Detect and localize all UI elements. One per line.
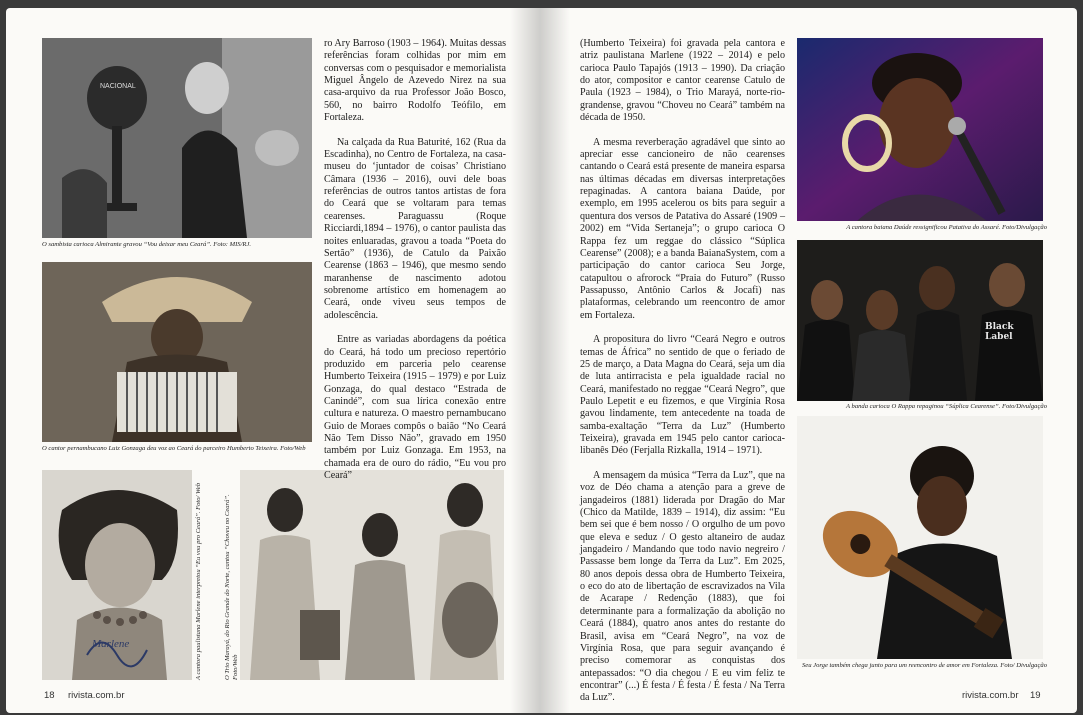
right-paragraph-1: (Humberto Teixeira) foi gravada pela cantora e atriz paulistana Marlene (1922 – 2014) e pelo carioca Paulo Tapajós (1913 – 1990). Da criação do ator, compositor e cantor cearense Catulo de Paula (1923 – 1984), o Trio Marayá, norte-rio-grandense, gravou “Choveu no Ceará” também na década de 1950. bbox=[580, 38, 785, 124]
left-page bbox=[6, 8, 540, 713]
site-name-left: rivista.com.br bbox=[68, 690, 125, 701]
photo-luiz-gonzaga bbox=[42, 262, 312, 442]
caption-o-rappa: A banda carioca O Rappa repaginou “Súplica Cearense”. Foto/Divulgação bbox=[845, 403, 1047, 410]
caption-daude: A cantora baiana Daúde ressignificou Patativa do Assaré. Foto/Divulgação bbox=[846, 224, 1047, 231]
site-name-right: rivista.com.br bbox=[962, 690, 1019, 701]
rappa-shirt-text: Black Label bbox=[985, 322, 1014, 342]
caption-trio-maraya: O Trio Marayá, do Rio Grande do Norte, cantou “Choveu no Ceará”. Foto/Web bbox=[224, 494, 240, 680]
right-paragraph-3: A propositura do livro “Ceará Negro e outros temas de África” no sentido de que o feriado de 25 de março, a Data Magna do Ceará, seja um dia de luta antirracista e pela igualdade racial no Ceará, manifestado no reggae “Ceará Negro”, que Paulo Lepetit e eu fizemos, e que Virgínia Rosa gavou lindamente, tem antecedente na toada de samba-exaltação “Terra da Luz” (Humberto Teixeira), gravada em 1945 pelo cantor carioca-libanês Déo (Ferjalla Rizkalla, 1914 – 1971). bbox=[580, 334, 785, 457]
caption-almirante: O sambista carioca Almirante gravou “Vou deixar meu Ceará”. Foto: MIS/RJ. bbox=[42, 241, 252, 248]
mic-plate-text: NACIONAL bbox=[100, 83, 136, 90]
photo-seu-jorge bbox=[797, 416, 1043, 659]
page-number-right: 19 bbox=[1030, 690, 1041, 701]
left-paragraph-2: Na calçada da Rua Baturité, 162 (Rua da Escadinha), no Centro de Fortaleza, na casa-museu do ‘juntador de coisas’ Christiano Câmara (1936 – 2016), ouvi dele boas referências de outros tantos artistas de fora do Ceará que se voltaram para temas cearenses. Paraguassu (Roque Ricciardi,1894 – 1976), o cantor paulista das noites enluaradas, gravou a toada “Poeta do Sertão” (1936), de Catulo da Paixão Cearense (1863 – 1946), que mesmo sendo maranhense de nascimento adotou sobrenome artístico em homenagem ao Ceará, onde viveu seus tempos de adolescência. bbox=[324, 136, 506, 321]
gutter-shadow-right bbox=[540, 8, 570, 713]
left-paragraph-1: ro Ary Barroso (1903 – 1964). Muitas dessas referências foram colhidas por mim em conversas com o pesquisador e memorialista Miguel Ângelo de Azevedo Nirez na sua casa-arquivo da rua Professor João Bosco, 560, no bairro Rodolfo Teófilo, em Fortaleza. bbox=[324, 38, 506, 124]
caption-seu-jorge: Seu Jorge também chega junto para um reencontro de amor em Fortaleza. Foto/ Divulgação bbox=[801, 662, 1047, 669]
photo-trio-maraya bbox=[240, 470, 504, 680]
right-page bbox=[540, 8, 1077, 713]
marlene-signature: Marlene bbox=[92, 638, 130, 650]
gutter-shadow-left bbox=[510, 8, 540, 713]
caption-luiz-gonzaga: O cantor pernambucano Luiz Gonzaga deu voz ao Ceará do parceiro Humberto Teixeira. Foto/Web bbox=[42, 445, 306, 452]
caption-marlene: A cantora paulistana Marlene interpretou “Eu vou pro Ceará”. Foto/ Web bbox=[195, 482, 202, 680]
left-paragraph-3: Entre as variadas abordagens da poética do Ceará, há todo um precioso repertório produzido em parceria pelo cearense Humberto Teixeira (1915 – 1979) e por Luiz Gonzaga, do qual destaco “Estrada de Canindé”, com sua lírica conexão entre cultura e natureza. O maestro pernambucano Guio de Moraes compôs o baião “No Ceará Não Tem Disso Não”, gravado em 1950 também por Luiz Gonzaga. Em 1953, na chamada era de ouro do rádio, “Eu vou pro Ceará” bbox=[324, 334, 506, 482]
left-text-column bbox=[324, 38, 506, 495]
photo-daude bbox=[797, 38, 1043, 221]
photo-o-rappa bbox=[797, 240, 1043, 401]
right-paragraph-2: A mesma reverberação agradável que sinto ao apreciar esse cancioneiro de não cearenses cantando o Ceará está presente de maneira esparsa nas últimas décadas em diversas interpretações repaginadas. A cantora baiana Daúde, por exemplo, em 1995 acelerou os bits para seguir a quentura dos versos de Patativa do Assaré (1909 – 2002) em “Vida Sertaneja”; o grupo carioca O Rappa fez um reggae do clássico “Súplica Cearense” (2008); e a banda BaianaSystem, com a participação do cantor carioca Seu Jorge, catapultou o afrorock “Praia do Futuro” (Russo Passapusso, Antônio Carlos & Jocafi) nas plataformas, celebrando um reencontro de amor em Fortaleza. bbox=[580, 136, 785, 321]
photo-marlene bbox=[42, 470, 192, 680]
photo-almirante bbox=[42, 38, 312, 238]
page-number-left: 18 bbox=[44, 690, 55, 701]
right-text-column bbox=[580, 38, 785, 713]
right-paragraph-4: A mensagem da música “Terra da Luz”, que na voz de Déo chama a atenção para a greve de jangadeiros (1881) liderada por Dragão do Mar (Chico da Matilde, 1839 – 1914), diz assim: “Eu bem sei que é bem nosso / O orgulho de um povo que eleva e seduz / O gesto altaneiro de audaz jangadeiro / Mandando que todo navio negreiro / Passasse bem longe da Terra da Luz”. Em 2025, 80 anos depois dessa obra de Humberto Teixeira, o eco do ato de libertação de escravizados na Vila de Acarape / Redenção (1883), que foi determinante para a formalização da abolição no Ceará (1884), quatro anos antes do restante do Brasil, avisa em “Ceará Negro”, na voz de Virgínia Rosa, que para seguir avançando é preciso comemorar as conquistas dos antepassados: “O dia chegou / E eu vim feliz te encontrar” (...) É festa / É festa / É festa / Na Terra da Luz”. bbox=[580, 470, 785, 704]
